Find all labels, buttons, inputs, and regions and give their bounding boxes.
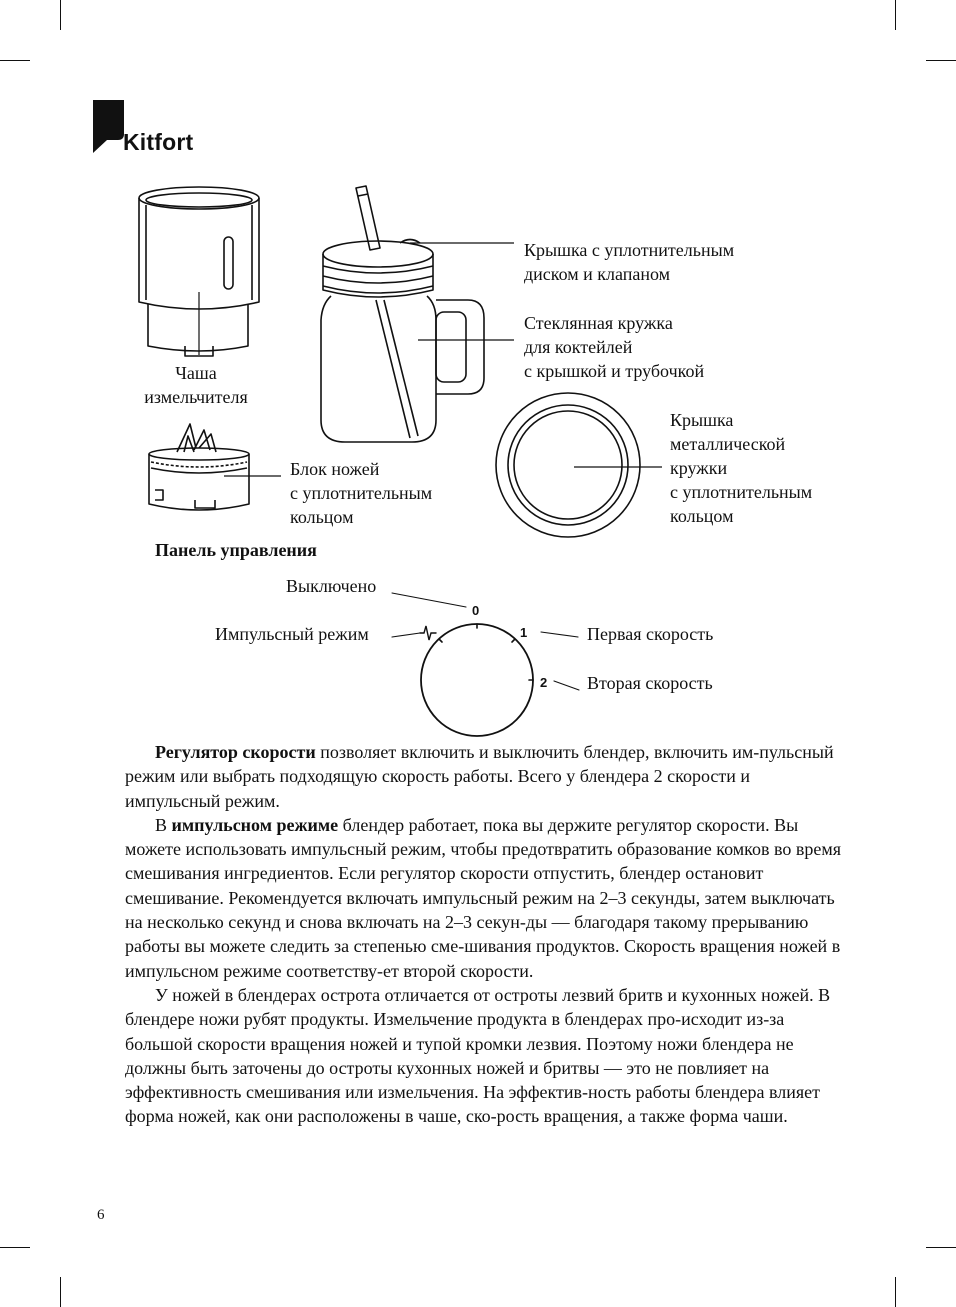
crop-mark bbox=[895, 1277, 896, 1307]
dial-mark-1: 1 bbox=[520, 625, 528, 640]
page-number: 6 bbox=[97, 1207, 105, 1223]
pulse-mode-label: Импульсный режим bbox=[215, 624, 369, 644]
dial-mark-0: 0 bbox=[472, 603, 480, 618]
body-text bbox=[125, 740, 845, 1129]
paragraph-speed-regulator: Регулятор скорости позволяет включить и выключить блендер, включить им-пульсный режим или выбрать подходящую скорость работы. Всего у блендера 2 скорости и импульсный режим. bbox=[125, 742, 834, 811]
blade-block-label: Блок ножей с уплотнительным кольцом bbox=[290, 459, 433, 527]
grinder-bowl-label: Чаша измельчителя bbox=[144, 363, 248, 407]
metal-lid-label: Крышка металлической кружки с уплотнительным кольцом bbox=[670, 410, 813, 526]
speed1-label: Первая скорость bbox=[587, 624, 714, 644]
speed-dial bbox=[421, 624, 533, 736]
glass-mug-label: Стеклянная кружка для коктейлей с крышкой и трубочкой bbox=[524, 313, 705, 381]
crop-mark bbox=[0, 1247, 30, 1248]
paragraph-blades: У ножей в блендерах острота отличается от остроты лезвий бритв и кухонных ножей. В блендере ножи рубят продукты. Измельчение продукта в блендерах про-исходит из-за большой скорости вращения ножей и тупой кромки лезвия. Поэтому ножи блендера не должны быть заточены до остроты кухонных ножей и бритвы — это не повлияет на эффективность смешивания или измельчения. На эффектив-ность работы блендера влияет форма ножей, как они расположены в чаше, ско-рость вращения, а также форма чаши. bbox=[125, 984, 831, 1127]
pulse-icon bbox=[420, 626, 436, 640]
brand-name: Kitfort bbox=[123, 129, 194, 155]
crop-mark bbox=[926, 1247, 956, 1248]
control-panel-heading: Панель управления bbox=[155, 540, 317, 560]
mug-lid-label: Крышка с уплотнительным диском и клапаном bbox=[524, 240, 735, 284]
speed2-label: Вторая скорость bbox=[587, 673, 713, 693]
paragraph-pulse-mode: В импульсном режиме блендер работает, пока вы держите регулятор скорости. Вы можете использовать импульсный режим, чтобы предотвратить образование комков во время смешивания ингредиентов. Если регулятор скорости отпустить, блендер остановит смешивание. Рекомендуется включать импульсный режим на 2–3 секунды, затем выключать на несколько секунд и снова включать на 2–3 секун-ды — благодаря такому прерыванию работы вы можете следить за степенью сме-шивания продуктов. Скорость вращения ножей в импульсном режиме соответству-ет второй скорости. bbox=[125, 814, 842, 981]
crop-mark bbox=[60, 1277, 61, 1307]
off-label: Выключено bbox=[286, 576, 377, 596]
dial-mark-2: 2 bbox=[540, 675, 548, 690]
